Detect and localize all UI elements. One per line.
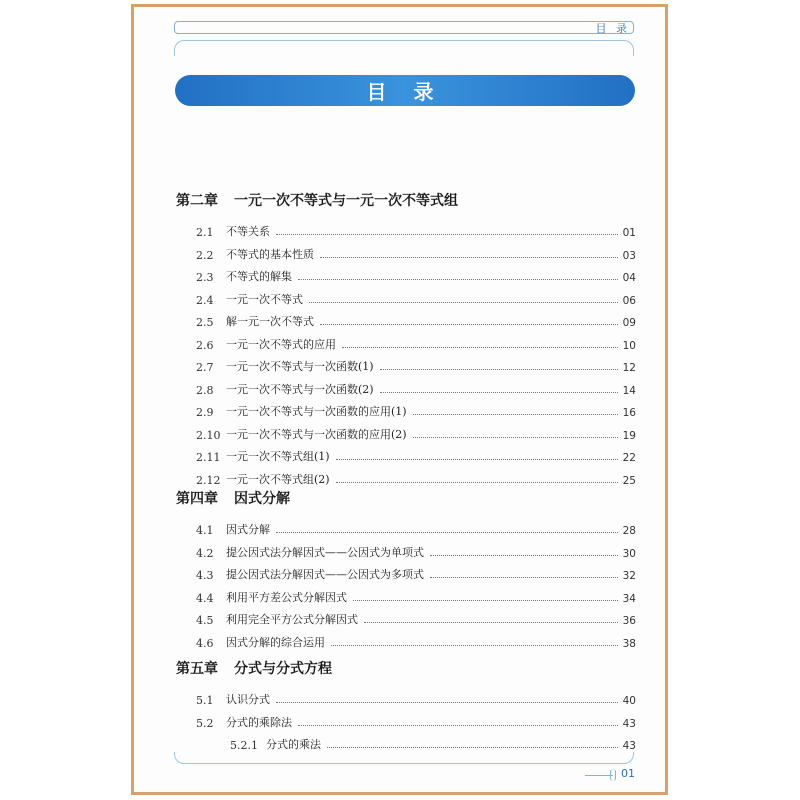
section-number: 2.4: [196, 293, 214, 307]
section-title: 解一元一次不等式: [226, 315, 314, 328]
section-page-number: 32: [622, 570, 636, 582]
dot-leader: [320, 257, 618, 258]
section-title: 分式的乘除法: [226, 715, 292, 729]
section-page-number: 38: [622, 637, 636, 650]
section-number: 4.1: [196, 524, 214, 537]
dot-leader: [430, 577, 618, 578]
section-number: 2.5: [196, 316, 214, 329]
footer-mark: [610, 769, 616, 781]
section-number: 4.6: [196, 636, 214, 650]
section-page-number: 03: [622, 249, 636, 262]
header-ornament: [174, 40, 634, 56]
toc-entry[interactable]: [196, 521, 636, 537]
section-number: 5.2: [196, 716, 214, 730]
chapter-number: 第二章: [176, 193, 218, 209]
section-number: 2.7: [196, 361, 214, 374]
toc-entry[interactable]: [196, 634, 636, 650]
toc-entry[interactable]: [196, 246, 636, 262]
dot-leader: [276, 702, 618, 703]
section-page-number: 19: [622, 429, 636, 442]
section-page-number: 10: [622, 339, 636, 352]
section-number: 2.12: [196, 473, 221, 487]
toc-entry[interactable]: [196, 358, 636, 374]
header-box: [174, 21, 634, 34]
toc-entry[interactable]: [230, 736, 636, 752]
toc-entry[interactable]: [196, 566, 636, 582]
dot-leader: [413, 414, 618, 415]
section-title: 一元一次不等式组(2): [226, 472, 330, 486]
chapter-heading: [176, 488, 290, 508]
section-number: 5.2.1: [230, 739, 258, 752]
section-page-number: 14: [622, 384, 636, 397]
dot-leader: [342, 347, 618, 348]
chapter-title: 一元一次不等式与一元一次不等式组: [234, 193, 458, 209]
section-number: 2.10: [196, 428, 221, 442]
section-number: 4.4: [196, 591, 214, 605]
section-title: 提公因式法分解因式——公因式为单项式: [226, 545, 424, 559]
section-title: 一元一次不等式与一次函数的应用(1): [226, 405, 407, 418]
section-number: 4.5: [196, 614, 214, 627]
toc-entry[interactable]: [196, 291, 636, 307]
page-number: 01: [621, 767, 635, 780]
section-title: 利用完全平方公式分解因式: [226, 613, 358, 626]
dot-leader: [276, 234, 618, 235]
dot-leader: [380, 369, 618, 370]
section-title: 不等关系: [226, 225, 270, 238]
title-banner: [175, 75, 635, 106]
chapter-heading: [176, 190, 458, 210]
section-page-number: 43: [622, 717, 636, 730]
section-page-number: 25: [622, 474, 636, 487]
section-number: 5.1: [196, 694, 214, 707]
section-title: 不等式的解集: [226, 270, 292, 283]
dot-leader: [353, 600, 618, 601]
dot-leader: [336, 482, 618, 483]
toc-entry[interactable]: [196, 403, 636, 419]
footer-ornament: [174, 752, 634, 764]
toc-entry[interactable]: [196, 589, 636, 605]
dot-leader: [298, 279, 618, 280]
section-title: 因式分解的综合运用: [226, 635, 325, 649]
dot-leader: [380, 392, 618, 393]
toc-entry[interactable]: [196, 336, 636, 352]
toc-entry[interactable]: [196, 426, 636, 442]
toc-entry[interactable]: [196, 268, 636, 284]
chapter-heading: [176, 658, 332, 678]
section-number: 2.11: [196, 451, 221, 464]
page-title: 目 录: [366, 80, 444, 104]
section-number: 2.6: [196, 338, 214, 352]
section-number: 4.3: [196, 569, 214, 582]
toc-entry[interactable]: [196, 611, 636, 627]
toc-entry[interactable]: [196, 223, 636, 239]
section-number: 2.3: [196, 271, 214, 284]
section-page-number: 40: [622, 695, 636, 707]
section-page-number: 01: [622, 227, 636, 239]
section-title: 利用平方差公式分解因式: [226, 590, 347, 604]
dot-leader: [320, 324, 618, 325]
section-page-number: 06: [622, 294, 636, 307]
section-title: 因式分解: [226, 523, 270, 536]
section-page-number: 09: [622, 317, 636, 329]
section-page-number: 22: [622, 452, 636, 464]
dot-leader: [331, 645, 618, 646]
section-title: 一元一次不等式与一次函数(1): [226, 360, 374, 373]
section-page-number: 36: [622, 615, 636, 627]
chapter-title: 分式与分式方程: [234, 661, 332, 677]
section-title: 认识分式: [226, 693, 270, 706]
toc-entry[interactable]: [196, 544, 636, 560]
section-page-number: 28: [622, 525, 636, 537]
dot-leader: [364, 622, 618, 623]
toc-entry[interactable]: [196, 448, 636, 464]
footer-line: [585, 775, 613, 776]
section-page-number: 12: [622, 362, 636, 374]
dot-leader: [336, 459, 618, 460]
section-title: 分式的乘法: [266, 738, 321, 751]
section-page-number: 34: [622, 592, 636, 605]
dot-leader: [276, 532, 618, 533]
section-page-number: 04: [622, 272, 636, 284]
section-page-number: 30: [622, 547, 636, 560]
section-title: 一元一次不等式: [226, 292, 303, 306]
section-page-number: 16: [622, 407, 636, 419]
header-label: 目 录: [595, 22, 630, 35]
dot-leader: [413, 437, 618, 438]
section-number: 2.9: [196, 406, 214, 419]
section-page-number: 43: [622, 740, 636, 752]
section-number: 4.2: [196, 546, 214, 560]
chapter-title: 因式分解: [234, 491, 290, 507]
section-number: 2.2: [196, 248, 214, 262]
chapter-number: 第五章: [176, 661, 218, 677]
dot-leader: [298, 725, 618, 726]
dot-leader: [430, 555, 618, 556]
section-title: 一元一次不等式与一次函数(2): [226, 382, 374, 396]
section-title: 提公因式法分解因式——公因式为多项式: [226, 568, 424, 581]
chapter-number: 第四章: [176, 491, 218, 507]
section-number: 2.1: [196, 226, 214, 239]
section-number: 2.8: [196, 383, 214, 397]
dot-leader: [309, 302, 618, 303]
toc-entry[interactable]: [196, 381, 636, 397]
section-title: 不等式的基本性质: [226, 247, 314, 261]
toc-entry[interactable]: [196, 471, 636, 487]
toc-entry[interactable]: [196, 313, 636, 329]
toc-entry[interactable]: [196, 691, 636, 707]
section-title: 一元一次不等式与一次函数的应用(2): [226, 427, 407, 441]
dot-leader: [327, 747, 618, 748]
section-title: 一元一次不等式的应用: [226, 337, 336, 351]
toc-entry[interactable]: [196, 714, 636, 730]
section-title: 一元一次不等式组(1): [226, 450, 330, 463]
